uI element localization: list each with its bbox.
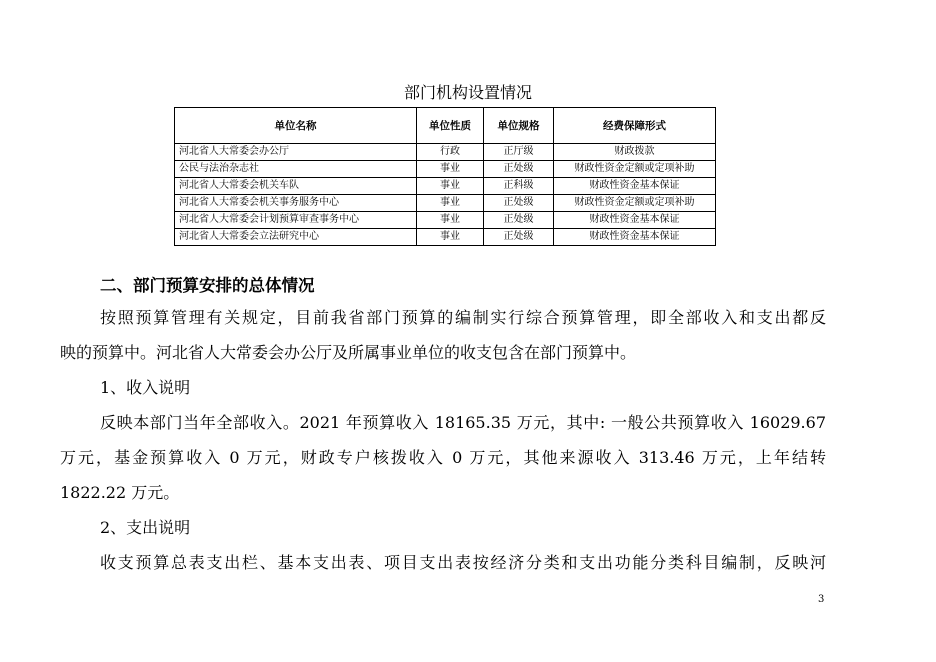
header-unit-nature: 单位性质 (417, 108, 484, 144)
table-title: 部门机构设置情况 (403, 83, 532, 102)
table-row (175, 144, 716, 161)
table-row (175, 212, 716, 229)
table-row (175, 195, 716, 212)
table-row (175, 161, 716, 178)
department-table (174, 107, 716, 246)
section-heading: 二、部门预算安排的总体情况 (100, 276, 315, 295)
cell-unit-nature: 事业 (417, 212, 484, 229)
cell-unit-nature: 行政 (417, 144, 484, 161)
cell-unit-nature: 事业 (417, 161, 484, 178)
paragraph-line: 收支预算总表支出栏、基本支出表、项目支出表按经济分类和支出功能分类科目编制，反映河 (100, 553, 826, 572)
paragraph-line: 万元，基金预算收入 0 万元，财政专户核拨收入 0 万元，其他来源收入 313.46 万元，上年结转 (60, 448, 826, 467)
cell-unit-level: 正厅级 (484, 144, 554, 161)
cell-unit-nature: 事业 (417, 229, 484, 246)
cell-unit-level: 正处级 (484, 212, 554, 229)
header-unit-level: 单位规格 (484, 108, 554, 144)
cell-unit-level: 正处级 (484, 195, 554, 212)
cell-funding-form: 财政性资金基本保证 (554, 212, 716, 229)
table-row (175, 178, 716, 195)
cell-unit-level: 正处级 (484, 229, 554, 246)
paragraph-line: 映的预算中。河北省人大常委会办公厅及所属事业单位的收支包含在部门预算中。 (60, 343, 637, 362)
cell-funding-form: 财政性资金基本保证 (554, 229, 716, 246)
cell-unit-level: 正处级 (484, 161, 554, 178)
header-funding-form: 经费保障形式 (554, 108, 716, 144)
header-unit-name: 单位名称 (175, 108, 417, 144)
cell-unit-level: 正科级 (484, 178, 554, 195)
paragraph-line: 1822.22 万元。 (60, 483, 180, 502)
paragraph-line: 按照预算管理有关规定，目前我省部门预算的编制实行综合预算管理，即全部收入和支出都反 (100, 308, 826, 327)
cell-funding-form: 财政性资金定额或定项补助 (554, 195, 716, 212)
table-header-row (175, 108, 716, 144)
subheading-expense: 2、支出说明 (100, 518, 191, 537)
cell-funding-form: 财政性资金定额或定项补助 (554, 161, 716, 178)
cell-funding-form: 财政拨款 (554, 144, 716, 161)
cell-unit-name: 河北省人大常委会机关事务服务中心 (175, 195, 417, 212)
cell-unit-name: 河北省人大常委会机关车队 (175, 178, 417, 195)
table-row (175, 229, 716, 246)
cell-unit-name: 河北省人大常委会立法研究中心 (175, 229, 417, 246)
page-number: 3 (818, 594, 825, 605)
subheading-income: 1、收入说明 (100, 378, 191, 397)
cell-unit-nature: 事业 (417, 195, 484, 212)
cell-unit-name: 河北省人大常委会计划预算审查事务中心 (175, 212, 417, 229)
cell-unit-name: 河北省人大常委会办公厅 (175, 144, 417, 161)
cell-unit-name: 公民与法治杂志社 (175, 161, 417, 178)
paragraph-line: 反映本部门当年全部收入。2021 年预算收入 18165.35 万元，其中: 一般公共预算收入 16029.67 (100, 413, 826, 432)
cell-unit-nature: 事业 (417, 178, 484, 195)
cell-funding-form: 财政性资金基本保证 (554, 178, 716, 195)
